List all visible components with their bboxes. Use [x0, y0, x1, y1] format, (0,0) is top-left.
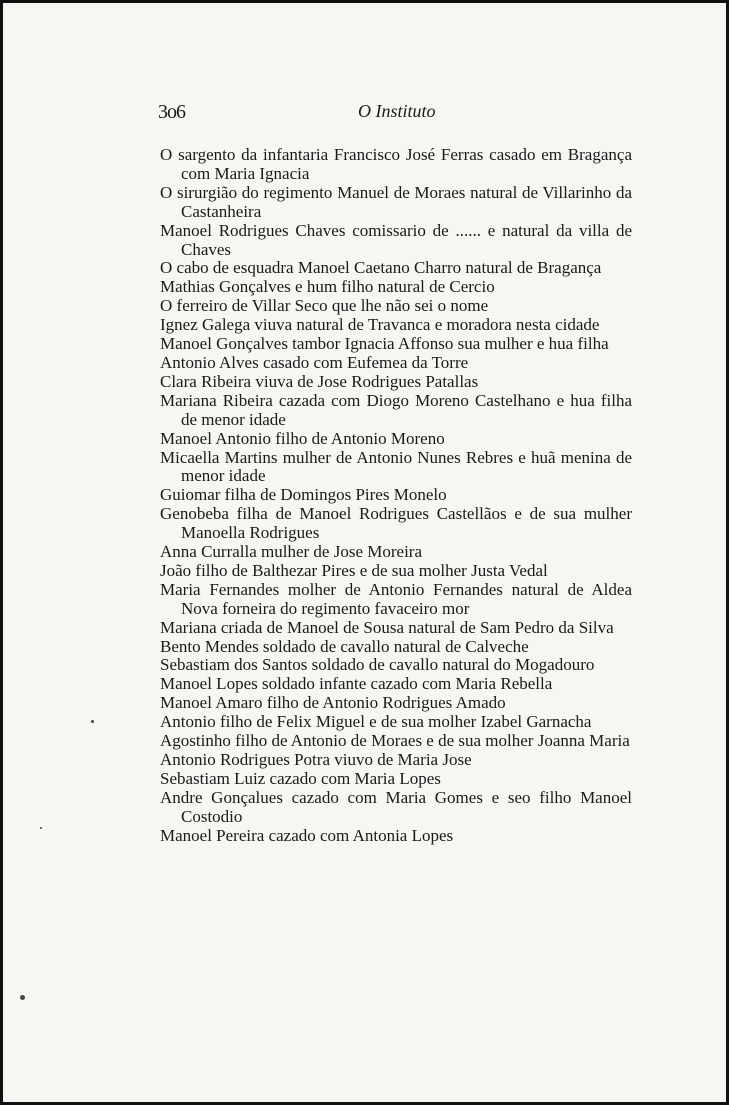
- list-item: Bento Mendes soldado de cavallo natural de Calveche: [160, 636, 529, 656]
- list-item: Mariana criada de Manoel de Sousa natural de Sam Pedro da Silva: [160, 617, 614, 637]
- list-item: Anna Curralla mulher de Jose Moreira: [160, 542, 422, 562]
- running-title: O Instituto: [358, 101, 436, 121]
- dust-speck: [20, 995, 25, 1000]
- list-item: Agostinho filho de Antonio de Moraes e de sua molher Joanna Maria: [160, 731, 630, 751]
- list-item: Sebastiam dos Santos soldado de cavallo natural do Mogadouro: [160, 655, 595, 675]
- list-item: Antonio Alves casado com Eufemea da Torre: [160, 352, 469, 372]
- list-item: Clara Ribeira viuva de Jose Rodrigues Patallas: [160, 371, 479, 391]
- list-item: Genobeba filha de Manoel Rodrigues Castellãos e de sua mulher Manoella Rodrigues: [160, 504, 632, 543]
- list-item: Manoel Gonçalves tambor Ignacia Affonso sua mulher e hua filha: [160, 334, 609, 354]
- list-item: Guiomar filha de Domingos Pires Monelo: [160, 485, 447, 505]
- list-item: Maria Fernandes molher de Antonio Fernandes natural de Aldea Nova forneira do regimento favaceiro mor: [160, 579, 632, 618]
- dust-speck: [40, 827, 42, 829]
- list-item: Manoel Pereira cazado com Antonia Lopes: [160, 825, 454, 845]
- list-item: Manoel Antonio filho de Antonio Moreno: [160, 428, 445, 448]
- entry-list: [160, 146, 632, 846]
- list-item: O sargento da infantaria Francisco José Ferras casado em Bragança com Maria Ignacia: [160, 145, 632, 183]
- list-item: O ferreiro de Villar Seco que lhe não sei o nome: [160, 296, 489, 316]
- list-item: Manoel Amaro filho de Antonio Rodrigues Amado: [160, 693, 506, 713]
- list-item: Micaella Martins mulher de Antonio Nunes Rebres e huã menina de menor idade: [160, 447, 632, 486]
- list-item: Manoel Rodrigues Chaves comissario de ...... e natural da villa de Chaves: [160, 220, 632, 259]
- list-item: O sirurgião do regimento Manuel de Moraes natural de Villarinho da Castanheira: [160, 182, 632, 221]
- list-item: Ignez Galega viuva natural de Travanca e moradora nesta cidade: [160, 315, 600, 335]
- list-item: O cabo de esquadra Manoel Caetano Charro natural de Bragança: [160, 258, 602, 278]
- list-item: Sebastiam Luiz cazado com Maria Lopes: [160, 768, 441, 788]
- list-item: Manoel Lopes soldado infante cazado com Maria Rebella: [160, 674, 553, 694]
- page-header: [158, 101, 628, 125]
- page-number: 3o6: [158, 101, 185, 123]
- list-item: Antonio Rodrigues Potra viuvo de Maria Jose: [160, 750, 472, 769]
- list-item: Mathias Gonçalves e hum filho natural de Cercio: [160, 277, 495, 297]
- list-item: Andre Gonçalues cazado com Maria Gomes e seo filho Manoel Costodio: [160, 787, 632, 826]
- list-item: João filho de Balthezar Pires e de sua molher Justa Vedal: [160, 560, 548, 580]
- dust-speck: [91, 720, 94, 723]
- list-item: Antonio filho de Felix Miguel e de sua molher Izabel Garnacha: [160, 712, 592, 732]
- list-item: Mariana Ribeira cazada com Diogo Moreno Castelhano e hua filha de menor idade: [160, 390, 632, 429]
